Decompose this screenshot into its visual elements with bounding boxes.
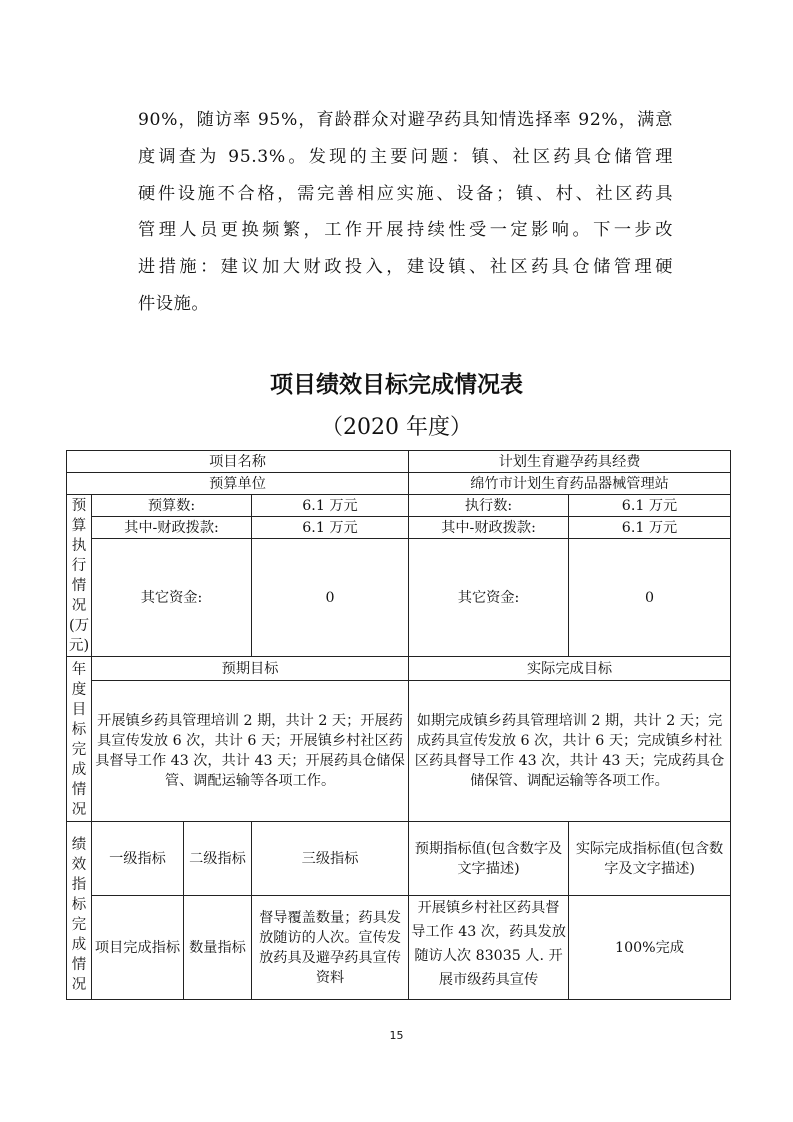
fiscal-value-2: 6.1 万元	[569, 517, 731, 539]
other-label: 其它资金:	[92, 539, 252, 657]
row1-level2: 数量指标	[184, 896, 252, 1000]
table-row	[67, 495, 731, 517]
col-level1-header: 一级指标	[92, 822, 184, 896]
paragraph-line: 进措施：建议加大财政投入，建设镇、社区药具仓储管理硬	[138, 257, 673, 278]
performance-table	[66, 450, 731, 1000]
paragraph-line: 硬件设施不合格，需完善相应实施、设备；镇、村、社区药具	[138, 183, 673, 204]
table-subtitle: （2020 年度）	[321, 415, 472, 440]
table-row	[67, 473, 731, 495]
budget-label: 预算数:	[92, 495, 252, 517]
paragraph-line: 90%，随访率 95%，育龄群众对避孕药具知情选择率 92%，满意	[138, 110, 673, 130]
exec-label: 执行数:	[409, 495, 569, 517]
other-value: 0	[252, 539, 409, 657]
row1-level1: 项目完成指标	[92, 896, 184, 1000]
actual-goal-text: 如期完成镇乡药具管理培训 2 期，共计 2 天；完成药具宣传发放 6 次，共计 6 天；完成镇乡村社区药具督导工作 43 次，共计 43 天；完成药具仓储保管、调配运输等各项工作。	[409, 681, 731, 822]
budget-unit-value: 绵竹市计划生育药品器械管理站	[409, 473, 731, 495]
row1-actual: 100%完成	[569, 896, 731, 1000]
project-name-label: 项目名称	[67, 451, 409, 473]
paragraph-line: 度调查为 95.3%。发现的主要问题：镇、社区药具仓储管理	[138, 146, 673, 167]
planned-goal-text: 开展镇乡药具管理培训 2 期，共计 2 天；开展药具宣传发放 6 次，共计 6 天；开展镇乡村社区药具督导工作 43 次，共计 43 天；开展药具仓储保管、调配运输等各项工作。	[92, 681, 409, 822]
other-value-2: 0	[569, 539, 731, 657]
table-row	[67, 451, 731, 473]
project-name-value: 计划生育避孕药具经费	[409, 451, 731, 473]
actual-goal-header: 实际完成目标	[409, 657, 731, 681]
row1-expected: 开展镇乡村社区药具督导工作 43 次，药具发放随访人次 83035 人. 开展市级药具宣传	[409, 896, 569, 1000]
table-row	[67, 681, 731, 822]
row1-level3: 督导覆盖数量；药具发放随访的人次。宣传发放药具及避孕药具宣传资料	[252, 896, 409, 1000]
table-title: 项目绩效目标完成情况表	[270, 372, 523, 398]
table-row	[67, 657, 731, 681]
table-row	[67, 822, 731, 896]
table-row	[67, 539, 731, 657]
col-actual-header: 实际完成指标值(包含数字及文字描述)	[569, 822, 731, 896]
other-label-2: 其它资金:	[409, 539, 569, 657]
annual-goal-label: 年 度 目 标 完 成 情 况	[67, 657, 92, 822]
paragraph-line: 管理人员更换频繁，工作开展持续性受一定影响。下一步改	[138, 220, 673, 241]
budget-value: 6.1 万元	[252, 495, 409, 517]
budget-exec-label: 预 算 执 行 情 况 (万 元)	[67, 495, 92, 657]
fiscal-value: 6.1 万元	[252, 517, 409, 539]
exec-value: 6.1 万元	[569, 495, 731, 517]
col-level3-header: 三级指标	[252, 822, 409, 896]
page-number: 15	[389, 1029, 404, 1042]
col-level2-header: 二级指标	[184, 822, 252, 896]
table-row	[67, 896, 731, 1000]
fiscal-label: 其中-财政拨款:	[92, 517, 252, 539]
perf-label: 绩 效 指 标 完 成 情 况	[67, 822, 92, 1000]
col-expected-header: 预期指标值(包含数字及文字描述)	[409, 822, 569, 896]
budget-unit-label: 预算单位	[67, 473, 409, 495]
table-row	[67, 517, 731, 539]
body-paragraph	[138, 102, 673, 323]
fiscal-label-2: 其中-财政拨款:	[409, 517, 569, 539]
paragraph-line: 件设施。	[138, 293, 210, 314]
planned-goal-header: 预期目标	[92, 657, 409, 681]
